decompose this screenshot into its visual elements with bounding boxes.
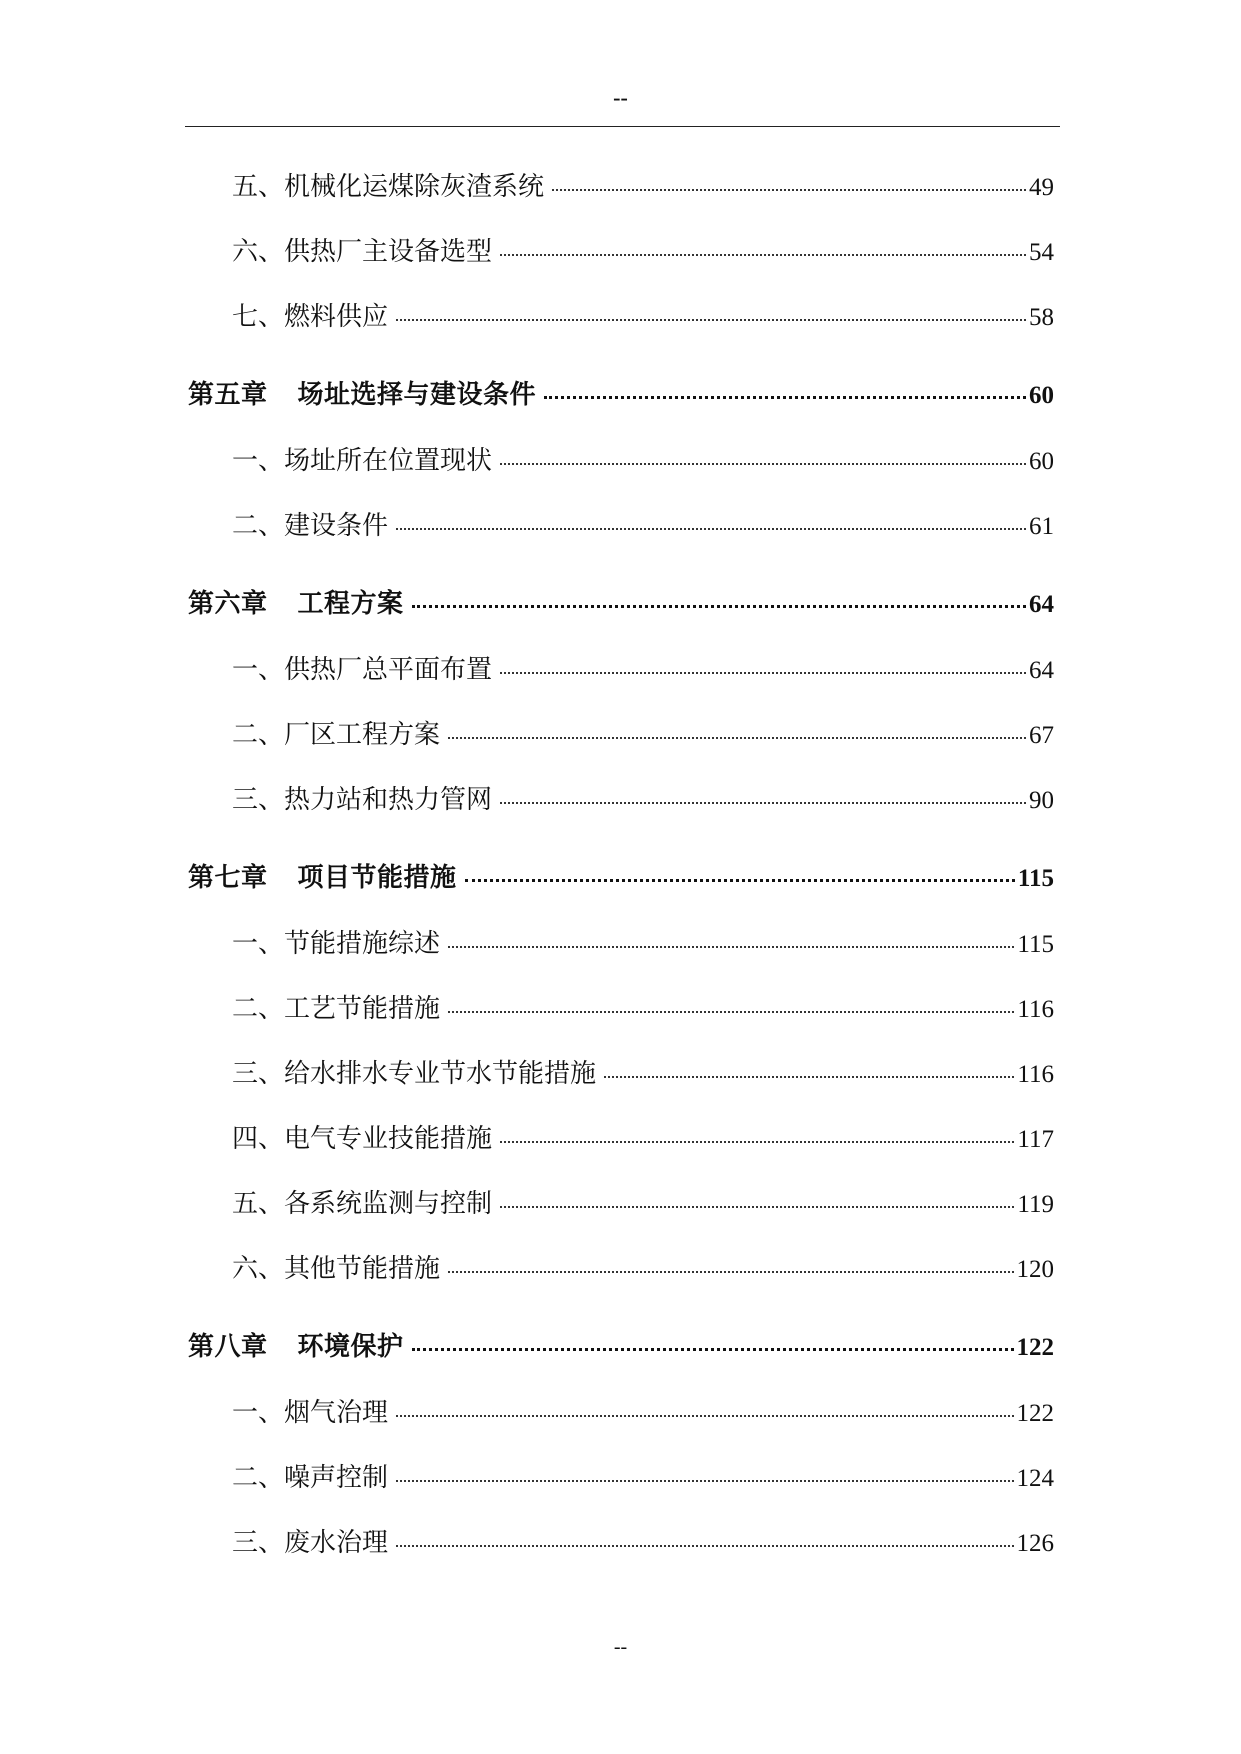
toc-section-label: 四、电气专业技能措施 (232, 1124, 493, 1154)
toc-dot-leader (396, 318, 1026, 321)
toc-chapter-title: 项目节能措施 (297, 863, 457, 893)
toc-chapter-entry[interactable] (188, 374, 1054, 410)
toc-page-number: 122 (1016, 1334, 1054, 1361)
toc-chapter-title: 环境保护 (297, 1332, 404, 1362)
toc-section-label: 五、各系统监测与控制 (232, 1189, 493, 1219)
toc-dot-leader (412, 604, 1026, 608)
toc-page-number: 124 (1016, 1465, 1054, 1492)
header-mark: -- (613, 85, 628, 110)
toc-chapter-entry[interactable] (188, 857, 1054, 893)
toc-page-number: 116 (1017, 996, 1054, 1023)
toc-section-entry[interactable] (232, 1118, 1054, 1154)
toc-dot-leader (412, 1347, 1014, 1351)
toc-section-entry[interactable] (232, 649, 1054, 685)
toc-dot-leader (396, 1414, 1013, 1417)
toc-page-number: 90 (1029, 787, 1054, 814)
toc-dot-leader (448, 945, 1014, 948)
toc-section-entry[interactable] (232, 296, 1054, 332)
toc-dot-leader (448, 1010, 1014, 1013)
header-divider (185, 126, 1060, 127)
toc-section-entry[interactable] (232, 714, 1054, 750)
toc-dot-leader (500, 671, 1026, 674)
toc-page-number: 61 (1029, 513, 1054, 540)
toc-chapter-number: 第五章 (188, 380, 268, 410)
toc-section-entry[interactable] (232, 1053, 1054, 1089)
toc-chapter-title: 工程方案 (297, 589, 404, 619)
toc-section-label: 一、节能措施综述 (232, 929, 441, 959)
toc-section-label: 一、供热厂总平面布置 (232, 655, 493, 685)
toc-chapter-number: 第八章 (188, 1332, 268, 1362)
toc-section-entry[interactable] (232, 988, 1054, 1024)
toc-section-label: 七、燃料供应 (232, 302, 389, 332)
toc-section-label: 二、噪声控制 (232, 1463, 389, 1493)
toc-section-entry[interactable] (232, 923, 1054, 959)
toc-page-number: 119 (1017, 1191, 1054, 1218)
toc-section-entry[interactable] (232, 505, 1054, 541)
toc-dot-leader (448, 1270, 1013, 1273)
toc-chapter-heading (188, 1326, 404, 1363)
toc-chapter-heading (188, 374, 536, 411)
toc-page-number: 54 (1029, 239, 1054, 266)
toc-chapter-title: 场址选择与建设条件 (297, 380, 537, 410)
toc-dot-leader (500, 801, 1026, 804)
toc-section-entry[interactable] (232, 1248, 1054, 1284)
toc-page-number: 115 (1017, 931, 1054, 958)
toc-section-label: 六、其他节能措施 (232, 1254, 441, 1284)
toc-page-number: 126 (1016, 1530, 1054, 1557)
toc-section-label: 二、工艺节能措施 (232, 994, 441, 1024)
toc-section-entry[interactable] (232, 1457, 1054, 1493)
toc-dot-leader (396, 1544, 1013, 1547)
toc-section-label: 三、热力站和热力管网 (232, 785, 493, 815)
toc-section-entry[interactable] (232, 166, 1054, 202)
toc-dot-leader (544, 395, 1026, 399)
toc-dot-leader (500, 1205, 1014, 1208)
toc-page-number: 58 (1029, 304, 1054, 331)
toc-chapter-number: 第七章 (188, 863, 268, 893)
toc-chapter-entry[interactable] (188, 1326, 1054, 1362)
toc-page-number: 120 (1016, 1256, 1054, 1283)
toc-chapter-heading (188, 857, 457, 894)
toc-dot-leader (500, 462, 1026, 465)
toc-section-label: 二、建设条件 (232, 511, 389, 541)
toc-page-number: 116 (1017, 1061, 1054, 1088)
toc-section-label: 一、场址所在位置现状 (232, 446, 493, 476)
toc-page-number: 60 (1029, 448, 1054, 475)
footer-mark: -- (613, 1636, 628, 1658)
toc-dot-leader (448, 736, 1026, 739)
toc-section-label: 三、废水治理 (232, 1528, 389, 1558)
toc-dot-leader (500, 253, 1026, 256)
toc-page-number: 64 (1029, 591, 1054, 618)
toc-section-entry[interactable] (232, 1522, 1054, 1558)
toc-dot-leader (552, 188, 1026, 191)
toc-page-number: 122 (1016, 1400, 1054, 1427)
toc-dot-leader (465, 878, 1015, 882)
toc-dot-leader (396, 1479, 1013, 1482)
toc-section-entry[interactable] (232, 1392, 1054, 1428)
toc-page-number: 64 (1029, 657, 1054, 684)
toc-section-label: 六、供热厂主设备选型 (232, 237, 493, 267)
toc-page-number: 49 (1029, 174, 1054, 201)
toc-section-entry[interactable] (232, 440, 1054, 476)
toc-section-entry[interactable] (232, 231, 1054, 267)
toc-dot-leader (396, 527, 1026, 530)
toc-page-number: 115 (1017, 865, 1054, 892)
toc-dot-leader (604, 1075, 1014, 1078)
toc-dot-leader (500, 1140, 1014, 1143)
toc-page-number: 60 (1029, 382, 1054, 409)
toc-page-number: 117 (1017, 1126, 1054, 1153)
toc-page-number: 67 (1029, 722, 1054, 749)
toc-section-entry[interactable] (232, 779, 1054, 815)
toc-section-label: 五、机械化运煤除灰渣系统 (232, 172, 545, 202)
toc-section-label: 三、给水排水专业节水节能措施 (232, 1059, 597, 1089)
toc-chapter-heading (188, 583, 404, 620)
toc-section-entry[interactable] (232, 1183, 1054, 1219)
toc-chapter-entry[interactable] (188, 583, 1054, 619)
toc-chapter-number: 第六章 (188, 589, 268, 619)
toc-section-label: 二、厂区工程方案 (232, 720, 441, 750)
toc-section-label: 一、烟气治理 (232, 1398, 389, 1428)
